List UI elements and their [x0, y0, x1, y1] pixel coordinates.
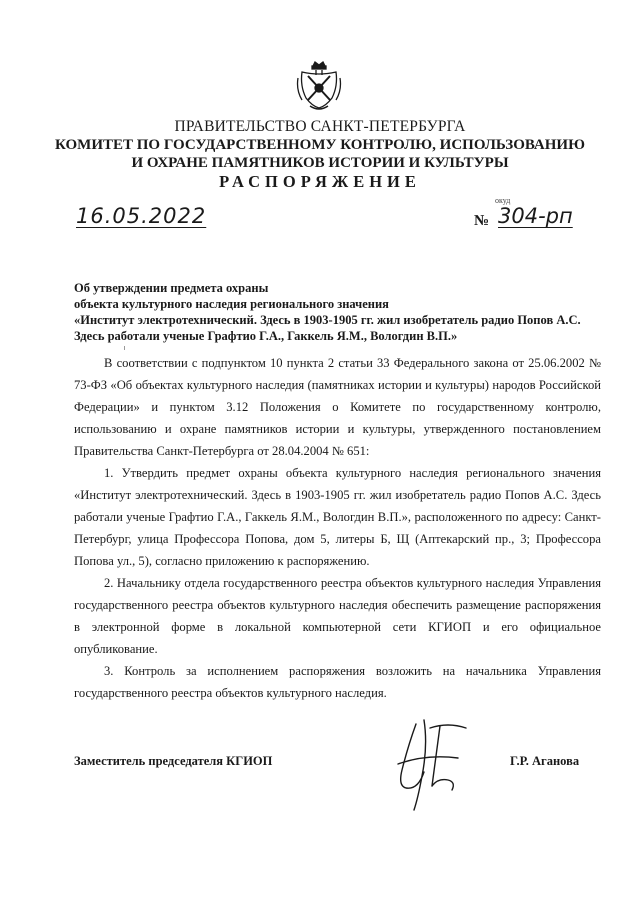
margin-mark — [124, 346, 125, 350]
handwritten-signature-icon — [378, 706, 498, 826]
committee-title-line2: И ОХРАНЕ ПАМЯТНИКОВ ИСТОРИИ И КУЛЬТУРЫ — [131, 155, 509, 171]
okud-label: окуд — [495, 196, 511, 205]
government-title: ПРАВИТЕЛЬСТВО САНКТ-ПЕТЕРБУРГА — [174, 118, 466, 135]
subject-line: Здесь работали ученые Графтио Г.А., Гаккель Я.М., Вологдин В.П.» — [74, 329, 458, 343]
item-2-paragraph: 2. Начальнику отдела государственного реестра объектов культурного наследия Управления государственного реестра объектов культурного наследия обеспечить размещение распоряжения в электронной форме в локальной компьютерной сети КГИОП и его официальное опубликование. — [74, 576, 601, 656]
subject-line: «Институт электротехнический. Здесь в 1903-1905 гг. жил изобретатель радио Попов А.С. — [74, 313, 581, 327]
committee-title-line1: КОМИТЕТ ПО ГОСУДАРСТВЕННОМУ КОНТРОЛЮ, ИСПОЛЬЗОВАНИЮ — [55, 137, 585, 153]
signer-name: Г.Р. Аганова — [510, 754, 580, 768]
document-subject — [74, 280, 614, 344]
document-number: 304-рп — [498, 204, 573, 228]
coat-of-arms-icon — [296, 60, 342, 112]
signer-position: Заместитель председателя КГИОП — [74, 754, 273, 768]
preamble-paragraph: В соответствии с подпунктом 10 пункта 2 статьи 33 Федерального закона от 25.06.2002 № 73-ФЗ «Об объектах культурного наследия (памятниках истории и культуры) народов Российской Федерации» и пунктом 3.12 Положения о Комитете по государственному контролю, использованию и охране памятников истории и культуры, утвержденного постановлением Правительства Санкт-Петербурга от 28.04.2004 № 651: — [74, 356, 601, 458]
subject-line: Об утверждении предмета охраны — [74, 281, 269, 295]
document-date: 16.05.2022 — [76, 204, 207, 228]
number-label: № — [474, 213, 490, 229]
committee-title — [0, 136, 640, 172]
subject-line: объекта культурного наследия регионального значения — [74, 297, 389, 311]
document-type: РАСПОРЯЖЕНИЕ — [219, 172, 421, 191]
item-1-paragraph: 1. Утвердить предмет охраны объекта культурного наследия регионального значения «Институт электротехнический. Здесь в 1903-1905 гг. жил изобретатель радио Попов А.С. Здесь работали ученые Графтио Г.А., Гаккель Я.М., Вологдин В.П.», расположенного по адресу: Санкт-Петербург, улица Профессора Попова, дом 5, литеры Б, Щ (Аптекарский пр., 3; Профессора Попова ул., 5), согласно приложению к распоряжению. — [74, 466, 601, 568]
item-3-paragraph: 3. Контроль за исполнением распоряжения возложить на начальника Управления государственного реестра объектов культурного наследия. — [74, 664, 601, 700]
